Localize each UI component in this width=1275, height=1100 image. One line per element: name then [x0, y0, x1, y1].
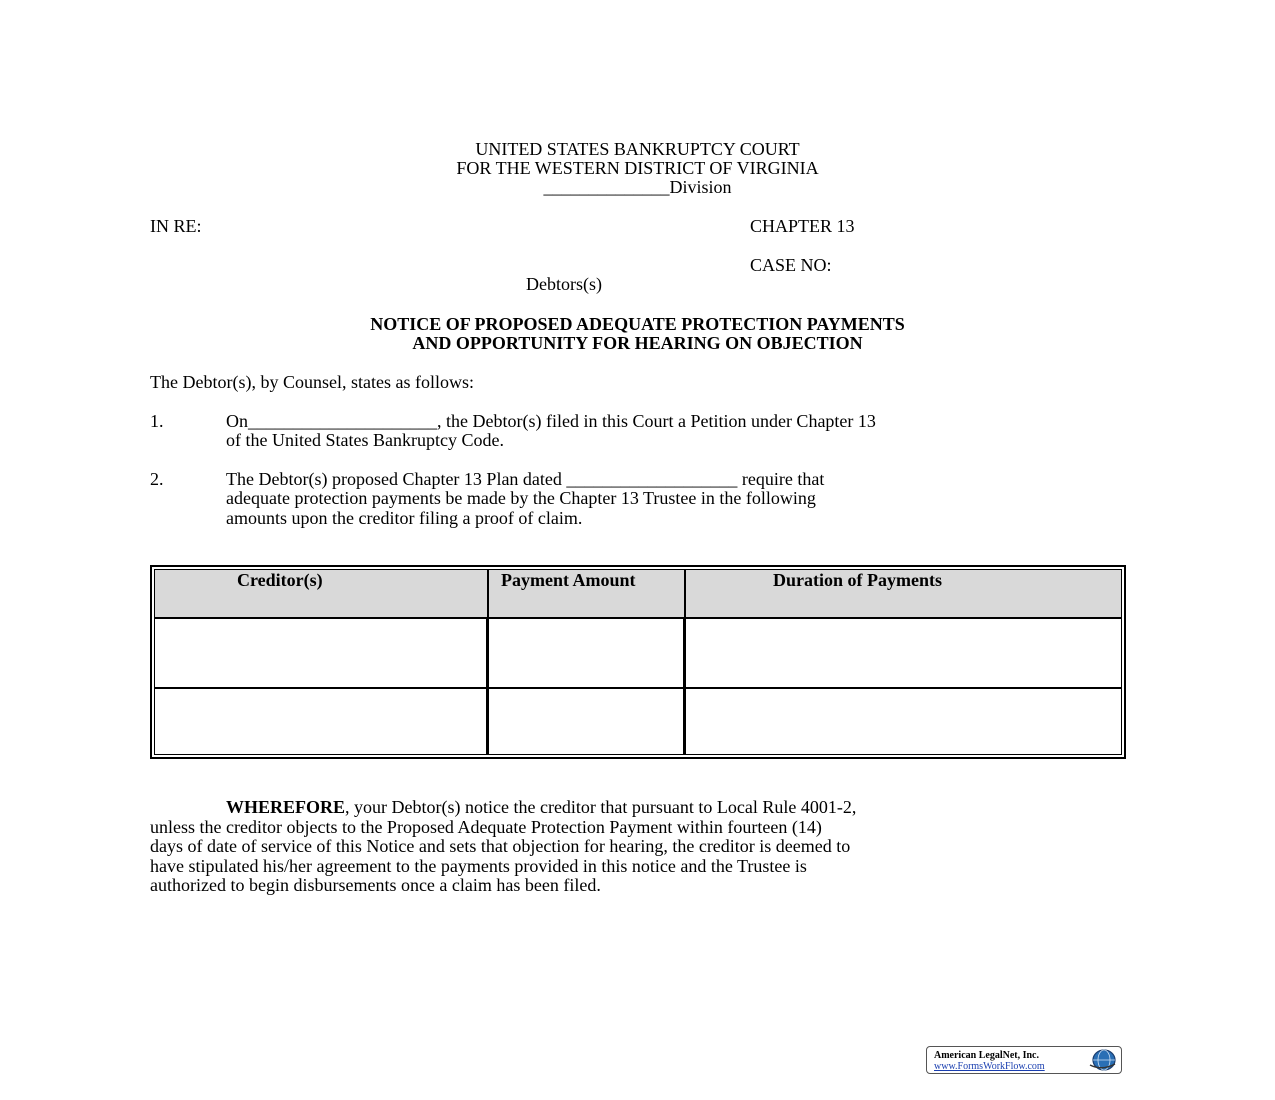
payment-amount-cell[interactable] — [488, 688, 685, 755]
wherefore-line5: authorized to begin disbursements once a claim has been filed. — [150, 875, 601, 895]
table-header-row — [154, 569, 1122, 618]
item-number: 2. — [150, 469, 164, 489]
header-creditors: Creditor(s) — [154, 569, 488, 618]
duration-cell[interactable] — [685, 618, 1122, 689]
court-district: FOR THE WESTERN DISTRICT OF VIRGINIA — [456, 158, 819, 178]
globe-icon — [1087, 1049, 1117, 1071]
header-payment-amount: Payment Amount — [488, 569, 685, 618]
wherefore-line1-text: , your Debtor(s) notice the creditor that pursuant to Local Rule 4001-2, — [345, 797, 857, 817]
payments-table — [150, 565, 1126, 759]
header-duration: Duration of Payments — [685, 569, 1122, 618]
logo-url-link[interactable]: www.FormsWorkFlow.com — [934, 1061, 1045, 1072]
court-division: ______________Division — [543, 177, 732, 197]
wherefore-line4: have stipulated his/her agreement to the payments provided in this notice and the Trustee is — [150, 856, 807, 876]
wherefore-line3: days of date of service of this Notice and sets that objection for hearing, the creditor is deemed to — [150, 836, 851, 856]
item-2-line3: amounts upon the creditor filing a proof of claim. — [226, 508, 583, 528]
case-no-label: CASE NO: — [750, 255, 832, 275]
wherefore-line2: unless the creditor objects to the Proposed Adequate Protection Payment within fourteen (14) — [150, 817, 822, 837]
table-row — [154, 618, 1122, 689]
american-legalnet-logo[interactable] — [926, 1046, 1122, 1074]
notice-title-line2: AND OPPORTUNITY FOR HEARING ON OBJECTION — [412, 333, 863, 353]
item-2-line1: The Debtor(s) proposed Chapter 13 Plan dated ___________________ require that — [226, 469, 825, 489]
item-2-line2: adequate protection payments be made by the Chapter 13 Trustee in the following — [226, 488, 816, 508]
creditor-cell[interactable] — [154, 688, 488, 755]
logo-company-name: American LegalNet, Inc. — [934, 1050, 1039, 1061]
notice-title-line1: NOTICE OF PROPOSED ADEQUATE PROTECTION PAYMENTS — [370, 314, 905, 334]
duration-cell[interactable] — [685, 688, 1122, 755]
item-1-line2: of the United States Bankruptcy Code. — [226, 430, 504, 450]
chapter-label: CHAPTER 13 — [750, 216, 855, 236]
item-1-line1: On_____________________, the Debtor(s) filed in this Court a Petition under Chapter 13 — [226, 411, 876, 431]
debtors-label: Debtors(s) — [526, 274, 602, 294]
item-number: 1. — [150, 411, 164, 431]
wherefore-line1 — [226, 798, 856, 817]
wherefore-lead: WHEREFORE — [226, 797, 346, 817]
table-row — [154, 688, 1122, 755]
court-name: UNITED STATES BANKRUPTCY COURT — [475, 139, 800, 159]
payment-amount-cell[interactable] — [488, 618, 685, 689]
creditor-cell[interactable] — [154, 618, 488, 689]
in-re-label: IN RE: — [150, 216, 202, 236]
intro-text: The Debtor(s), by Counsel, states as follows: — [150, 372, 474, 392]
